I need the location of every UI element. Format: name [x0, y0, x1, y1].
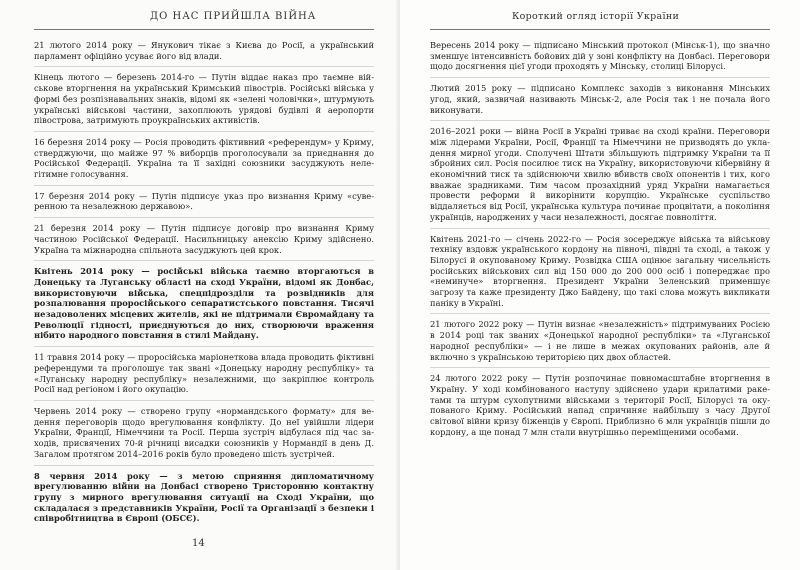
page-number: 14 [192, 538, 205, 549]
chronology-entry: Кінець лютого — березень 2014-го — Путін віддає наказ про таємне військове вторгнення на український Кримський півострів. Російські війська у формі без розпізнавальних знаків, відомі як «зелені чоловічки», штурмують українські військові частини, захоплюють урядові будівлі й аеропорти півострова, затримують проукраїнських активістів. [34, 72, 374, 132]
chronology-entry: Червень 2014 року — створено групу «нормандського формату» для ведення переговорів щодо врегулювання конфлікту. До неї увійшли лідери України, Франції, Німеччини та Росії. Перша зустріч відбулася під час заходів, присвячених 70-й річниці висадки союзників у Нормандії в день Д. Загалом протягом 2014–2016 років було проведено шість зустрічей. [34, 406, 374, 466]
header-rule-right [430, 29, 770, 30]
left-page-text [34, 40, 374, 534]
chronology-entry: 11 травня 2014 року — проросійська маріонеткова влада проводить фіктивні референдуми та проголошує так звані «Донецьку народну республіку» та «Луганську народну республіку» незалежними, що закріплює контроль Росії над регіоном і його окупацію. [34, 352, 374, 401]
right-page [400, 0, 800, 570]
chronology-entry: 21 березня 2014 року — Путін підписує договір про визнання Криму частиною Російської Федерації. Насильницьку анексію Криму здійснено. Україна та міжнародна спільнота засуджують цей крок. [34, 223, 374, 261]
chronology-entry: 16 березня 2014 року — Росія проводить фіктивний «референдум» у Криму, стверджуючи, що майже 97 % виборців проголосували за приєднання до Російської Федерації. Україна та її західні союзники засуджують нелегітимне голосування. [34, 137, 374, 186]
header-rule-left [34, 29, 374, 30]
chronology-entry: 17 березня 2014 року — Путін підписує указ про визнання Криму «суверенною та незалежною державою». [34, 191, 374, 218]
right-page-text [430, 40, 770, 448]
chronology-entry: 21 лютого 2022 року — Путін визнає «незалежність» підтримуваних Росією в 2014 році так званих «Донецької народної республіки» та «Луганської народної республіки» — і не лише в межах окупованих районів, але й включно з українською територією цих двох областей. [430, 319, 770, 368]
chronology-entry: 24 лютого 2022 року — Путін розпочинає повномасштабне вторгнення в Україну. У ході комбінованого наступу здійснено удари крилатими ракетами та штурм сухопутними військами з території Росії, Білорусі та окупованого Криму. Російський напад спричиняє найбільшу з часу Другої світової війни кризу біженців у Європі. Приблизно 6 млн українців пішли до кордону, а ще понад 7 млн стали внутрішньо переміщеними особами. [430, 373, 770, 437]
chronology-entry: Квітень 2014 року — російські війська таємно вторгаються в Донецьку та Луганську області на сході України, відомі як Донбас, використовуючи війська, спецпідрозділи та розвідників для розпалювання проросійського сепаратистського повстання. Тисячі незадоволених місцевих жителів, які не підтримали Євромайдану та Революції гідності, приєднуються до них, створюючи враження нібито народного повстання в стилі Майдану. [34, 266, 374, 347]
chronology-entry: 2016–2021 роки — війна Росії в Україні триває на сході країни. Переговори між лідерами України, Росії, Франції та Німеччини не призводять до укладення мирної угоди. Сполучені Штати збільшують підтримку України та її збройних сил. Росія посилює тиск на Україну, використовуючи кібервійну й економічний тиск та здійснюючи хвилю вбивств своїх опонентів і тих, кого вважає зрадниками. Тим часом прозахідний уряд України намагається провести реформи й викорінити корупцію. Українське суспільство віддаляється від Росії, українська культура починає процвітати, а покоління українців, народжених у часи незалежності, досягає повноліття. [430, 126, 770, 228]
running-head-left: ДО НАС ПРИЙШЛА ВІЙНА [150, 11, 317, 22]
running-head-right: Короткий огляд історії України [512, 11, 680, 22]
chronology-entry: 21 лютого 2014 року — Янукович тікає з Києва до Росії, а український парламент офіційно усуває його від влади. [34, 40, 374, 67]
chronology-entry: Квітень 2021-го — січень 2022-го — Росія зосереджує війська та військову техніку вздовж українського кордону на півночі, півдні та сході, а також у Білорусі й окупованому Криму. Розвідка США оцінює загальну чисельність російських військових сил від 150 000 до 200 000 осіб і попереджає про «неминуче» вторгнення. Президент України Зеленський применшує загрозу та каже президенту Джо Байдену, що такі слова можуть викликати паніку в Україні. [430, 234, 770, 315]
chronology-entry: Лютий 2015 року — підписано Комплекс заходів з виконання Мінських угод, який, зазвичай називають Мінськ-2, але Росія так і не почала його виконувати. [430, 83, 770, 121]
chronology-entry: Вересень 2014 року — підписано Мінський протокол (Мінськ-1), що значно зменшує інтенсивність бойових дій у зоні конфлікту на Донбасі. Переговори щодо досягнення цієї угоди проходять у Мінську, столиці Білорусі. [430, 40, 770, 78]
chronology-entry: 8 червня 2014 року — з метою сприяння дипломатичному врегулюванню війни на Донбасі створено Тристоронню контактну групу з мирного врегулювання ситуації на Сході України, що складалася з представників України, Росії та Організації з безпеки і співробітництва в Європі (ОБСЄ). [34, 470, 374, 524]
